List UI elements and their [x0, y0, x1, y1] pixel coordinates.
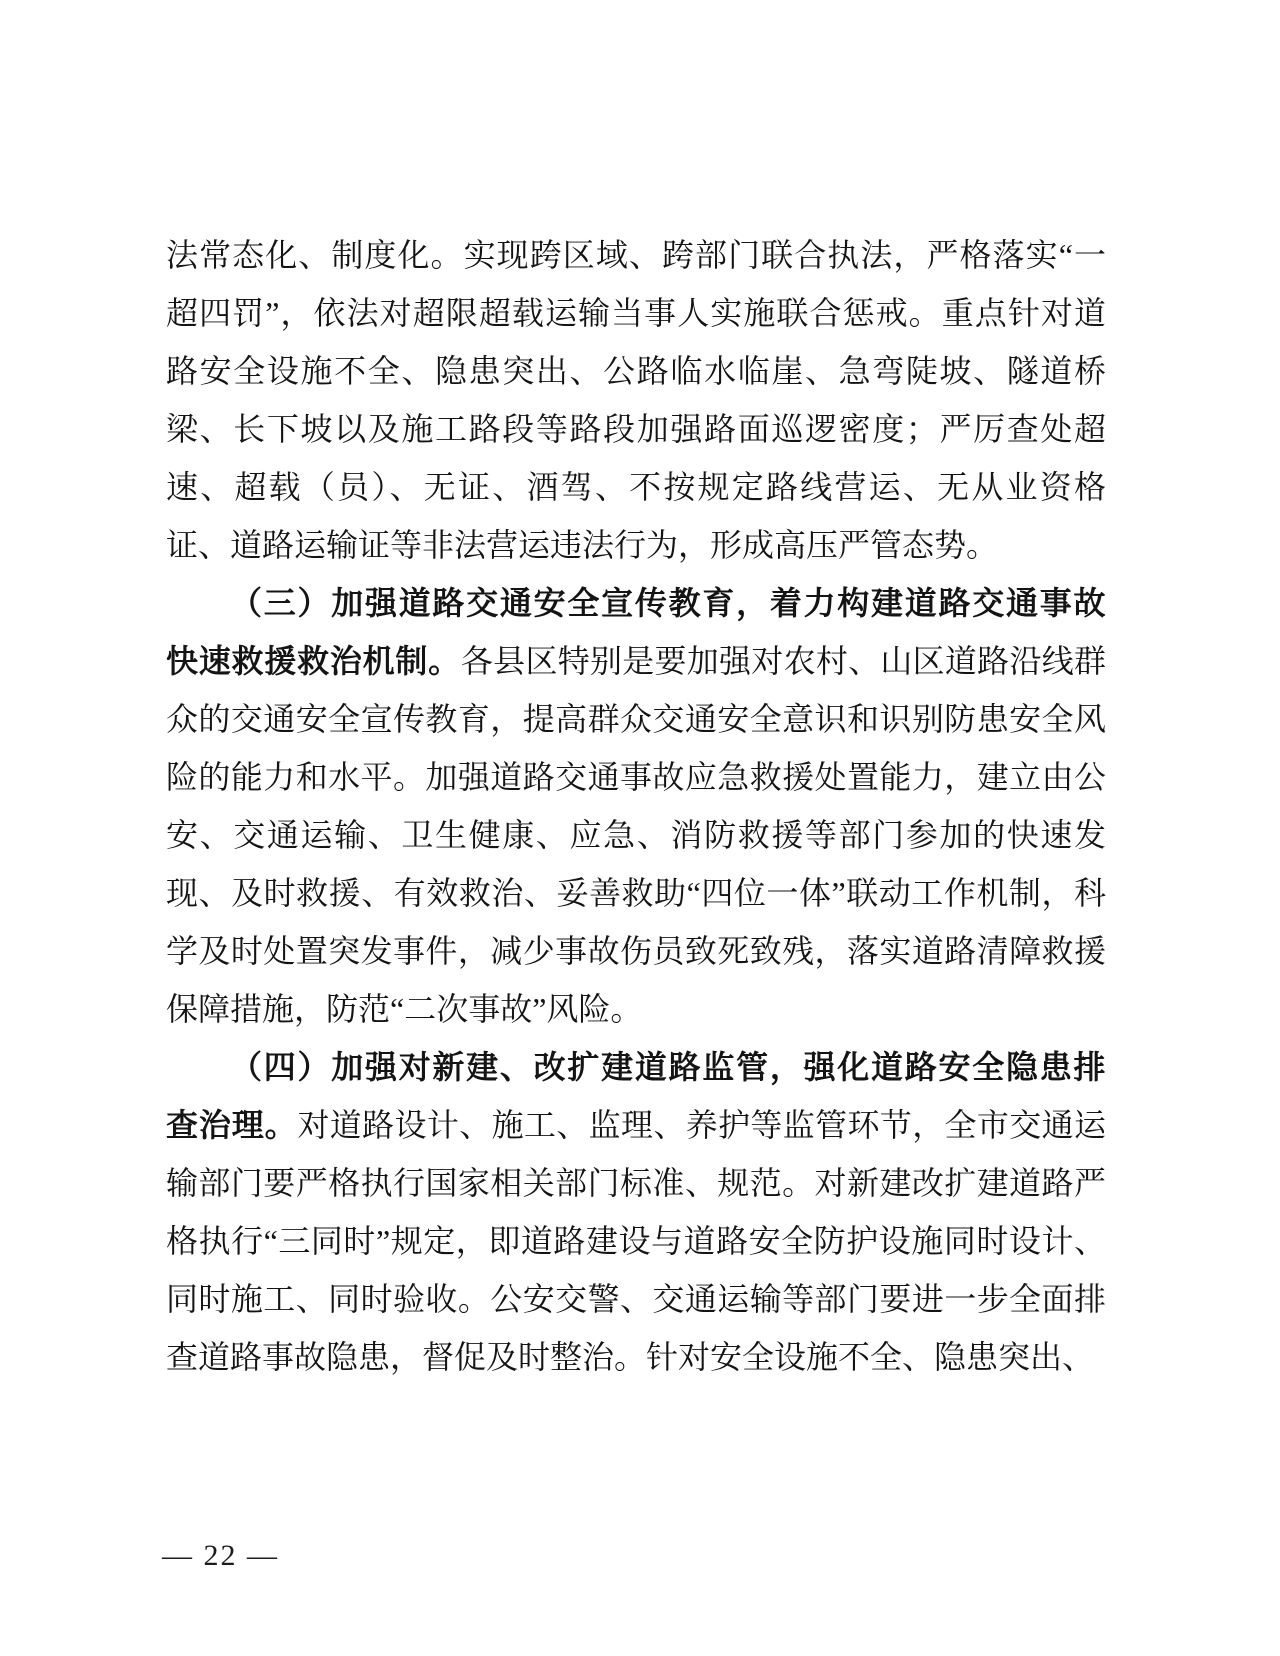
- section-heading-4: （四）加强对新建、改扩建道路监管，强化道路安全隐患排查治理。: [166, 1049, 1106, 1143]
- paragraph-continuation: [166, 226, 1106, 574]
- paragraph-text: 法常态化、制度化。实现跨区域、跨部门联合执法，严格落实“一超四罚”，依法对超限超载运输当事人实施联合惩戒。重点针对道路安全设施不全、隐患突出、公路临水临崖、急弯陡坡、隧道桥梁、长下坡以及施工路段等路段加强路面巡逻密度；严厉查处超速、超载（员）、无证、酒驾、不按规定路线营运、无从业资格证、道路运输证等非法营运违法行为，形成高压严管态势。: [166, 237, 1106, 563]
- section-heading-3: （三）加强道路交通安全宣传教育，着力构建道路交通事故快速救援救治机制。: [166, 585, 1106, 679]
- paragraph-section-3: [166, 574, 1106, 1038]
- page-number: — 22 —: [162, 1539, 279, 1572]
- paragraph-section-4: [166, 1038, 1106, 1386]
- document-body: [166, 226, 1106, 1386]
- paragraph-text: 对道路设计、施工、监理、养护等监管环节，全市交通运输部门要严格执行国家相关部门标准、规范。对新建改扩建道路严格执行“三同时”规定，即道路建设与道路安全防护设施同时设计、同时施工、同时验收。公安交警、交通运输等部门要进一步全面排查道路事故隐患，督促及时整治。针对安全设施不全、隐患突出、: [166, 1107, 1106, 1375]
- paragraph-text: 各县区特别是要加强对农村、山区道路沿线群众的交通安全宣传教育，提高群众交通安全意识和识别防患安全风险的能力和水平。加强道路交通事故应急救援处置能力，建立由公安、交通运输、卫生健康、应急、消防救援等部门参加的快速发现、及时救援、有效救治、妥善救助“四位一体”联动工作机制，科学及时处置突发事件，减少事故伤员致死致残，落实道路清障救援保障措施，防范“二次事故”风险。: [166, 643, 1106, 1027]
